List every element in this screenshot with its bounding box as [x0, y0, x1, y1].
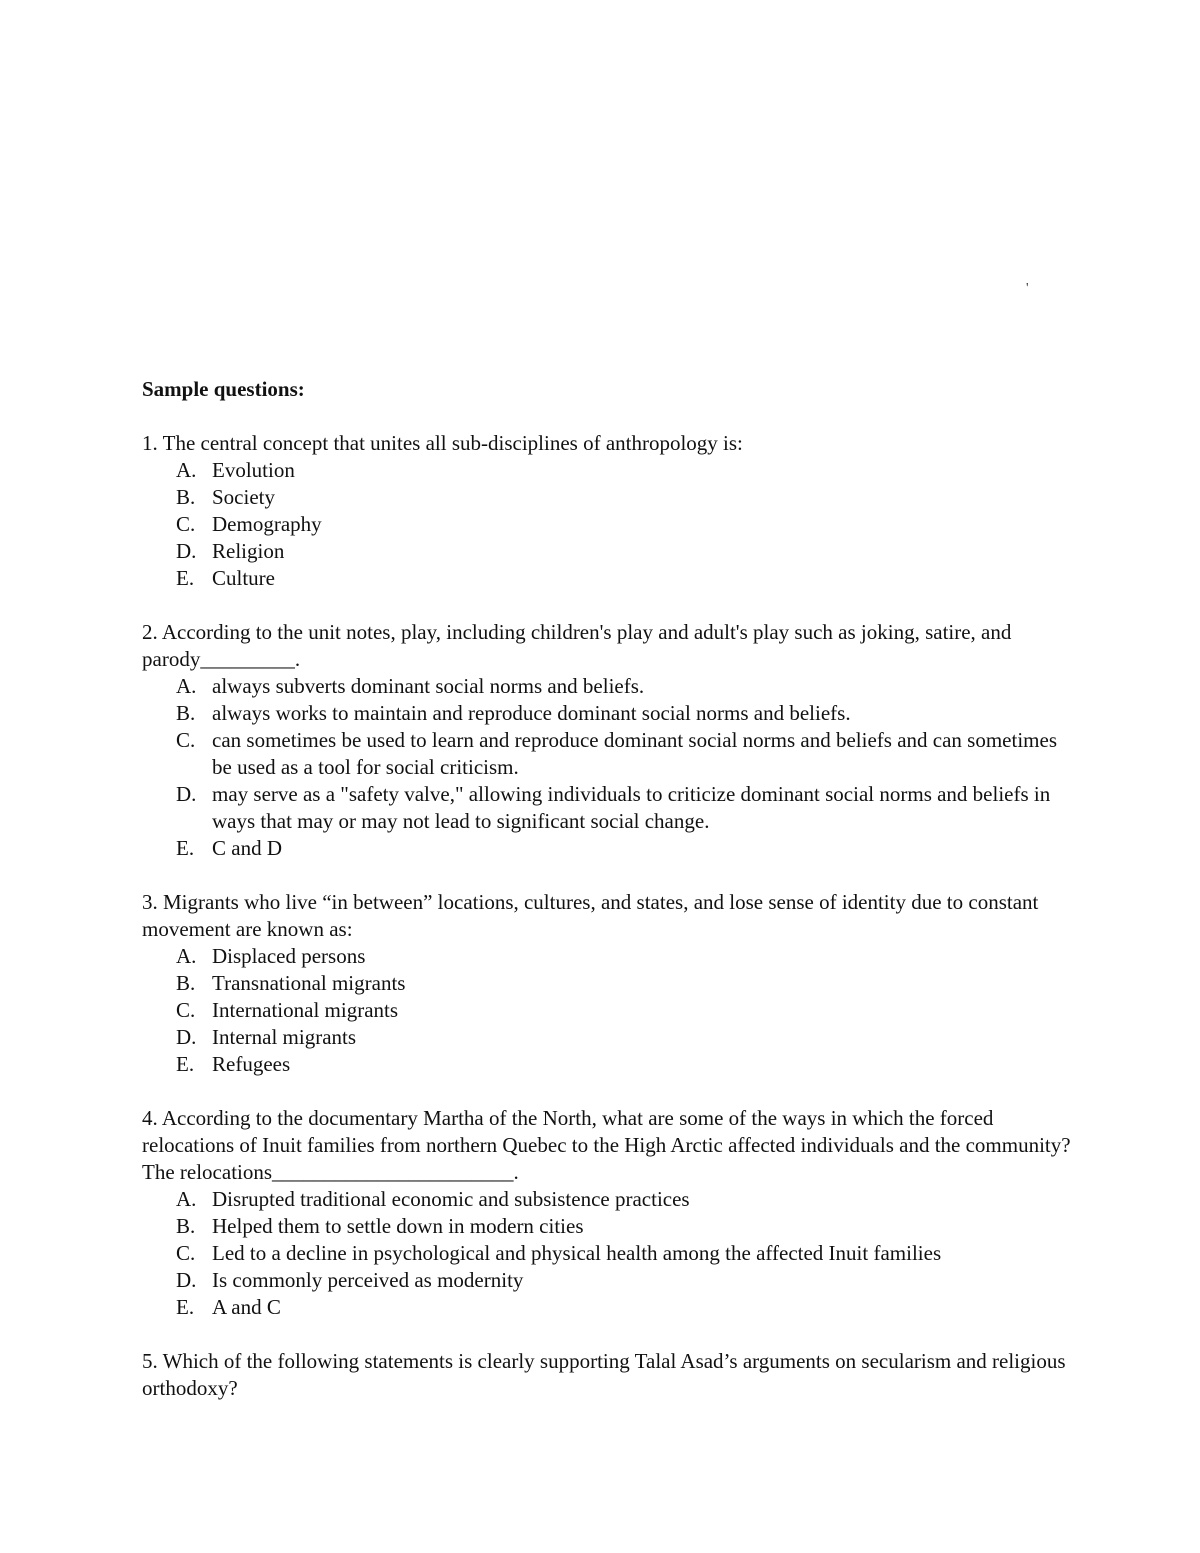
option-d: [142, 1024, 1072, 1051]
option-a: [142, 1186, 1072, 1213]
option-letter: C.: [176, 512, 196, 536]
option-letter: C.: [176, 1241, 196, 1265]
option-d: [142, 781, 1072, 835]
option-text: Demography: [212, 512, 322, 536]
option-letter: E.: [176, 1052, 195, 1076]
option-text: Displaced persons: [212, 944, 366, 968]
option-letter: B.: [176, 1214, 196, 1238]
option-text: Led to a decline in psychological and physical health among the affected Inuit families: [212, 1241, 942, 1265]
question-3: [142, 889, 1072, 1078]
stray-mark: ': [1026, 281, 1029, 296]
option-c: [142, 727, 1072, 781]
option-c: [142, 511, 1072, 538]
option-letter: D.: [176, 1268, 197, 1292]
option-e: [142, 1294, 1072, 1321]
option-text: Culture: [212, 566, 275, 590]
option-letter: C.: [176, 998, 196, 1022]
option-text: International migrants: [212, 998, 399, 1022]
option-list: [142, 673, 1072, 862]
option-text: A and C: [212, 1295, 281, 1319]
option-b: [142, 1213, 1072, 1240]
question-stem: 3. Migrants who live “in between” locations, cultures, and states, and lose sense of identity due to constant movement are known as:: [142, 890, 1039, 941]
option-letter: B.: [176, 485, 196, 509]
option-letter: E.: [176, 1295, 195, 1319]
question-stem: 1. The central concept that unites all sub-disciplines of anthropology is:: [142, 431, 743, 455]
option-list: [142, 1186, 1072, 1321]
option-d: [142, 1267, 1072, 1294]
option-a: [142, 673, 1072, 700]
option-b: [142, 484, 1072, 511]
option-text: Disrupted traditional economic and subsistence practices: [212, 1187, 690, 1211]
option-a: [142, 943, 1072, 970]
option-text: C and D: [212, 836, 282, 860]
option-text: always works to maintain and reproduce dominant social norms and beliefs.: [212, 701, 851, 725]
question-stem: 4. According to the documentary Martha of the North, what are some of the ways in which the forced relocations of Inuit families from northern Quebec to the High Arctic affected individuals and the community? The relocations_______________________.: [142, 1106, 1071, 1184]
question-2: [142, 619, 1072, 862]
option-e: [142, 835, 1072, 862]
option-letter: B.: [176, 971, 196, 995]
question-1: [142, 430, 1072, 592]
option-letter: C.: [176, 728, 196, 752]
option-c: [142, 1240, 1072, 1267]
option-text: can sometimes be used to learn and reproduce dominant social norms and beliefs and can sometimes be used as a tool for social criticism.: [212, 728, 1057, 779]
option-b: [142, 700, 1072, 727]
option-letter: D.: [176, 782, 197, 806]
option-letter: A.: [176, 944, 197, 968]
option-letter: E.: [176, 566, 195, 590]
option-text: Internal migrants: [212, 1025, 357, 1049]
option-list: [142, 457, 1072, 592]
option-letter: A.: [176, 1187, 197, 1211]
option-text: Transnational migrants: [212, 971, 406, 995]
option-letter: D.: [176, 539, 197, 563]
option-text: Refugees: [212, 1052, 291, 1076]
option-text: Religion: [212, 539, 285, 563]
option-letter: B.: [176, 701, 196, 725]
option-text: Is commonly perceived as modernity: [212, 1268, 524, 1292]
option-text: Helped them to settle down in modern cities: [212, 1214, 584, 1238]
question-4: [142, 1105, 1072, 1321]
question-stem: 5. Which of the following statements is clearly supporting Talal Asad’s arguments on secularism and religious orthodoxy?: [142, 1349, 1066, 1400]
option-letter: D.: [176, 1025, 197, 1049]
option-b: [142, 970, 1072, 997]
option-text: Evolution: [212, 458, 295, 482]
option-e: [142, 565, 1072, 592]
option-e: [142, 1051, 1072, 1078]
option-a: [142, 457, 1072, 484]
option-letter: A.: [176, 674, 197, 698]
option-c: [142, 997, 1072, 1024]
option-d: [142, 538, 1072, 565]
page-title: Sample questions:: [142, 377, 305, 401]
option-text: Society: [212, 485, 275, 509]
option-letter: E.: [176, 836, 195, 860]
option-text: may serve as a "safety valve," allowing individuals to criticize dominant social norms and beliefs in ways that may or may not lead to significant social change.: [212, 782, 1051, 833]
option-letter: A.: [176, 458, 197, 482]
question-5: [142, 1348, 1072, 1402]
question-stem: 2. According to the unit notes, play, including children's play and adult's play such as joking, satire, and parody_________.: [142, 620, 1012, 671]
option-text: always subverts dominant social norms and beliefs.: [212, 674, 645, 698]
option-list: [142, 943, 1072, 1078]
page-content: [142, 376, 1072, 1429]
